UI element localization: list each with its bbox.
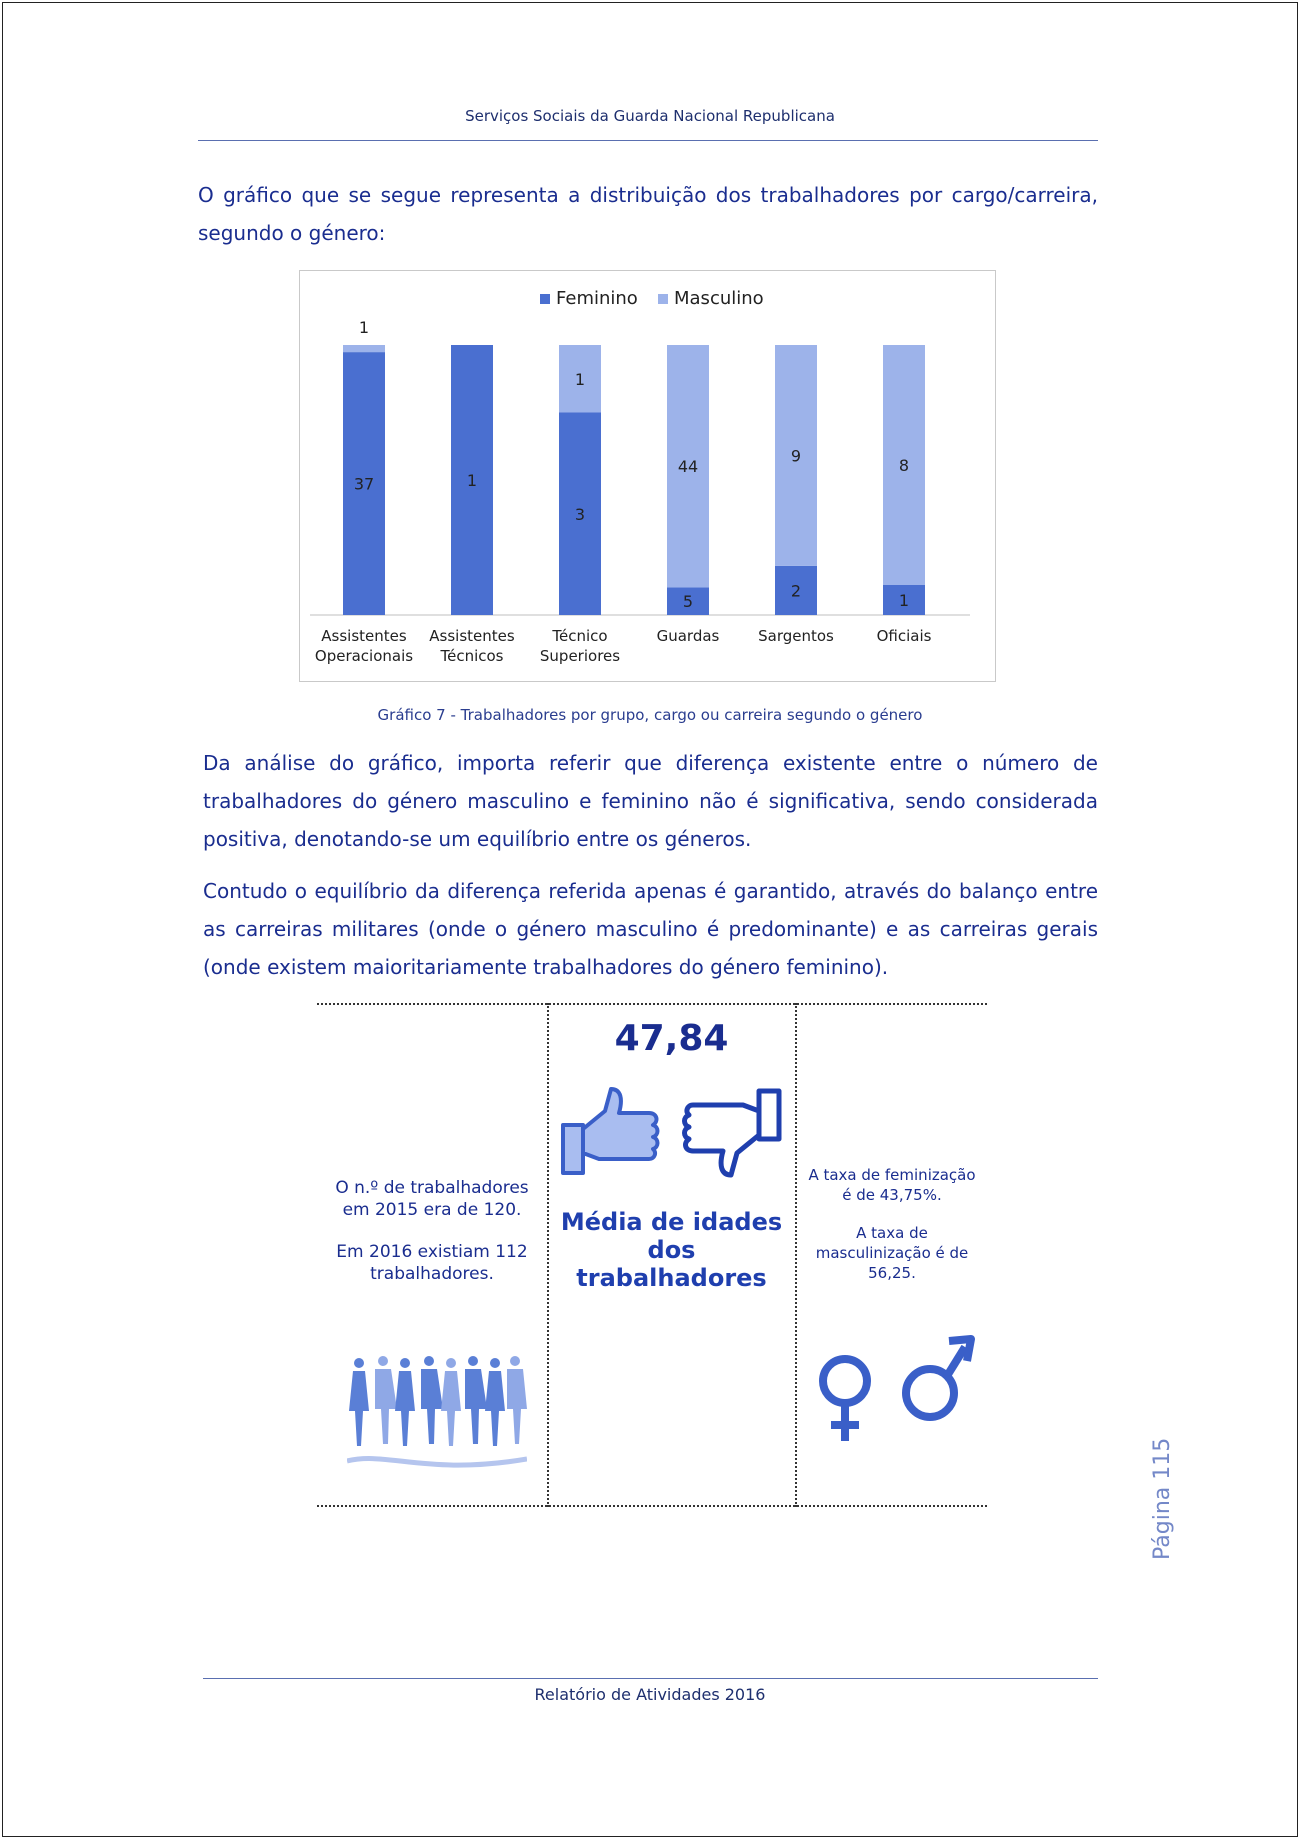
page-number: Página 115: [1150, 1437, 1175, 1560]
data-label-feminino-4: 2: [790, 581, 802, 601]
data-label-feminino-2: 3: [574, 504, 586, 524]
category-label-1-0: Assistentes: [429, 627, 515, 645]
masculinization-rate-text: A taxa de masculinização é de 56,25.: [815, 1224, 969, 1282]
data-label-feminino-1: 1: [466, 471, 478, 490]
conclusion-paragraph: Contudo o equilíbrio da diferença referida apenas é garantido, através do balanço entre as carreiras militares (onde o género masculino é predominante) e as carreiras gerais (onde existem maioritariamente trabalhadores do género feminino).: [203, 879, 1098, 979]
footer-rule: [203, 1678, 1098, 1679]
data-label-feminino-0: 37: [353, 474, 375, 494]
analysis-paragraph: Da análise do gráfico, importa referir que diferença existente entre o número de trabalhadores do género masculino e feminino não é significativa, sendo considerada positiva, denotando-se um equilíbrio entre os géneros.: [203, 751, 1098, 851]
category-label-5-0: Oficiais: [876, 627, 932, 645]
gender-symbols-icon: [815, 1333, 975, 1453]
category-label-0-0: Assistentes: [321, 627, 407, 645]
feminization-rate-text: A taxa de feminização é de 43,75%.: [808, 1166, 976, 1204]
data-label-feminino-5: 1: [898, 591, 910, 610]
thumbs-down-icon: [675, 1085, 785, 1180]
category-label-3-0: Guardas: [656, 627, 720, 645]
chart-container: [299, 270, 996, 682]
info-bottom-border: [317, 1505, 987, 1507]
intro-paragraph: O gráfico que se segue representa a distribuição dos trabalhadores por cargo/carreira, segundo o género:: [198, 183, 1098, 245]
data-label-masculino-2: 1: [574, 369, 586, 389]
female-symbol-icon: [823, 1359, 867, 1441]
legend-swatch-feminino: [540, 294, 550, 304]
header-rule: [198, 140, 1098, 141]
category-label-2-1: Superiores: [539, 647, 621, 665]
infographic: [317, 1003, 987, 1508]
stacked-bar-chart: [300, 271, 995, 681]
page-header: Serviços Sociais da Guarda Nacional Republicana: [465, 107, 835, 125]
data-label-feminino-3: 5: [682, 592, 694, 612]
male-symbol-icon: [906, 1339, 971, 1417]
average-age-value: 47,84: [614, 1018, 729, 1059]
people-group-icon: [347, 1351, 527, 1481]
category-label-1-1: Técnicos: [440, 647, 504, 665]
legend-swatch-masculino: [658, 294, 668, 304]
data-label-masculino-5: 8: [898, 456, 910, 475]
legend-label-feminino: Feminino: [556, 288, 638, 309]
data-label-masculino-4: 9: [790, 446, 802, 466]
average-age-label: Média de idades dos trabalhadores: [560, 1208, 783, 1292]
category-label-0-1: Operacionais: [314, 647, 414, 665]
info-top-border: [317, 1003, 987, 1005]
legend-label-masculino: Masculino: [674, 288, 764, 309]
data-label-masculino-0: 1: [358, 318, 370, 337]
workers-2015-text: O n.º de trabalhadores em 2015 era de 120.: [335, 1178, 529, 1220]
page-footer: Relatório de Atividades 2016: [534, 1685, 766, 1704]
info-divider-right: [795, 1003, 797, 1507]
category-label-4-0: Sargentos: [758, 627, 834, 645]
chart-caption: Gráfico 7 - Trabalhadores por grupo, cargo ou carreira segundo o género: [377, 706, 923, 724]
bar-masculino-0: [343, 345, 385, 352]
data-label-masculino-3: 44: [677, 457, 699, 477]
workers-2016-text: Em 2016 existiam 112 trabalhadores.: [336, 1242, 528, 1284]
thumbs-up-icon: [557, 1085, 667, 1180]
category-label-2-0: Técnico: [552, 627, 608, 645]
